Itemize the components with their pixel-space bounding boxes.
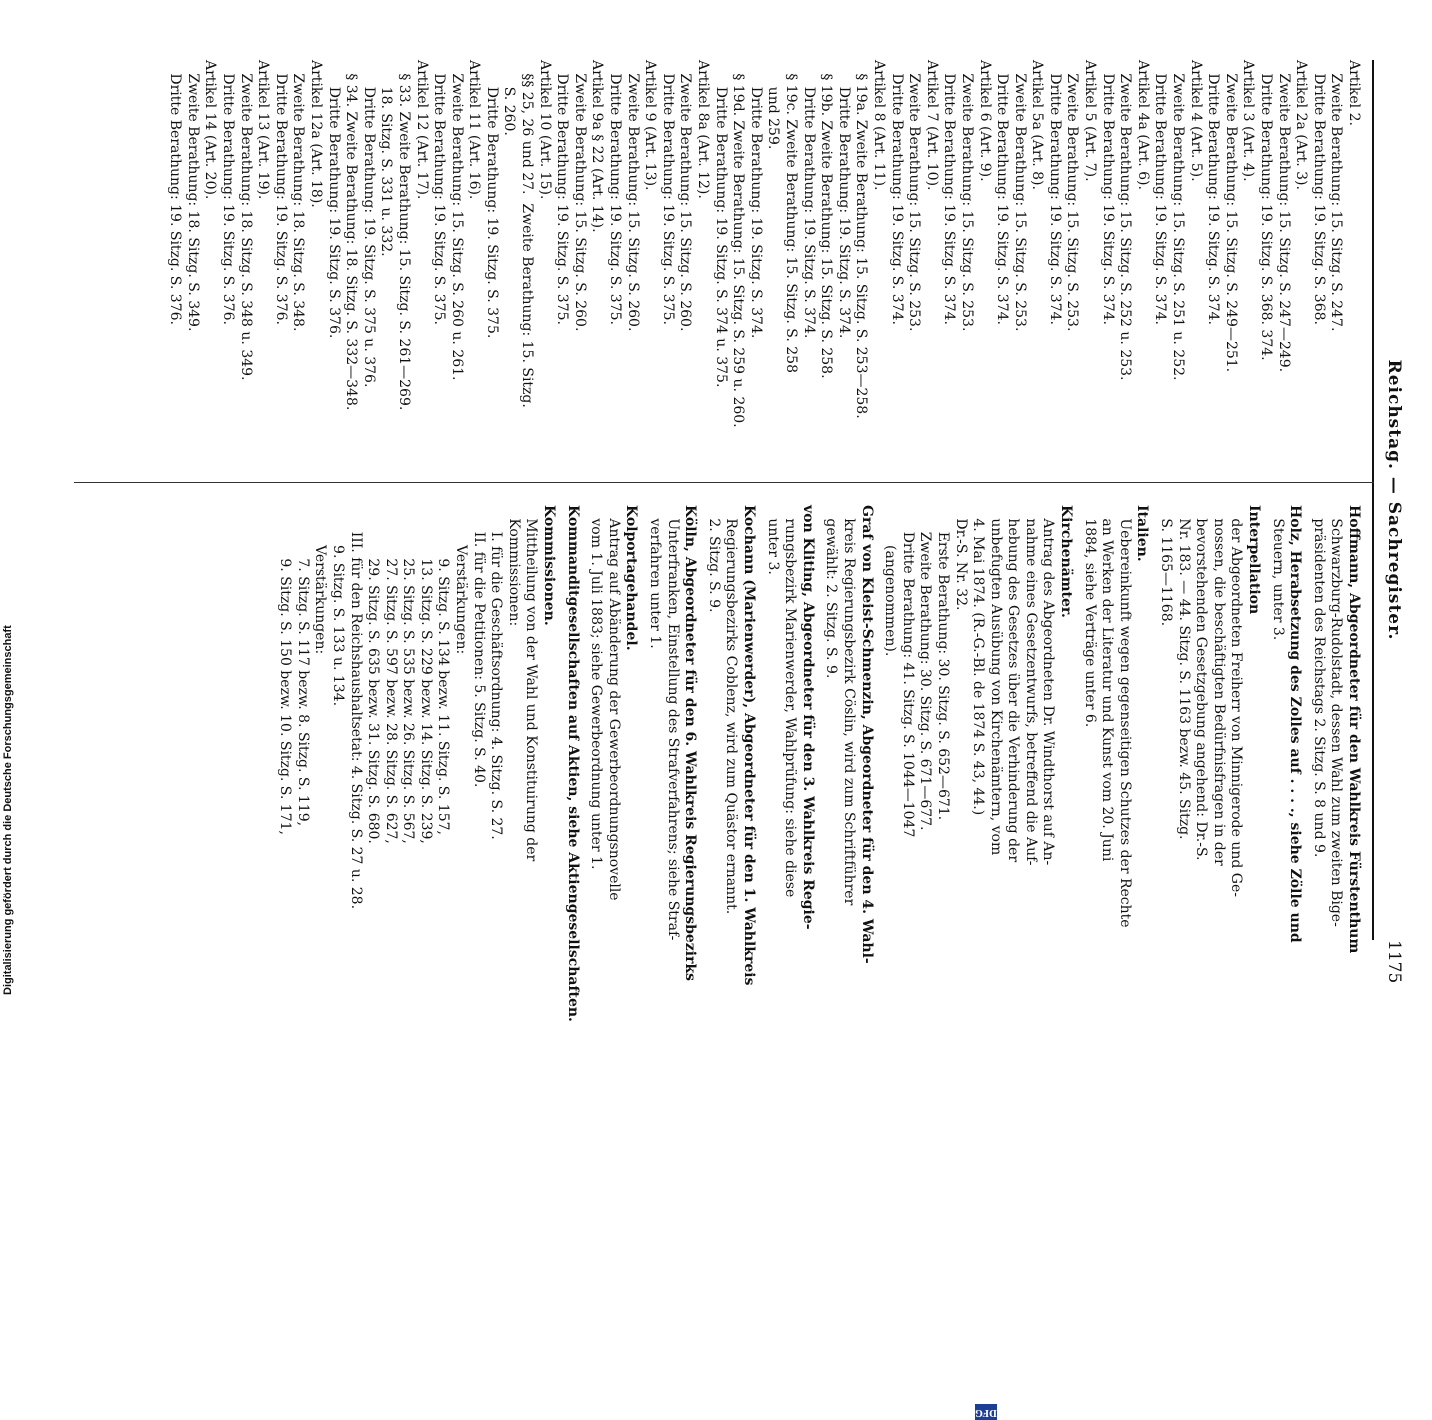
text-line: Artikel 4a (Art. 6). xyxy=(1134,60,1151,190)
text-line: Dritte Berathung: 19. Sitzg. S. 376. xyxy=(325,60,342,339)
text-line: Artikel 9 (Art. 13). xyxy=(642,60,659,191)
text-line: Dritte Berathung: 19. Sitzg. S. 374. xyxy=(1152,60,1169,325)
text-line: und 259. xyxy=(765,60,782,150)
text-line: 7. Sitzg. S. 117 bezw. 8. Sitzg. S. 119, xyxy=(294,505,311,827)
text-line xyxy=(581,505,587,945)
text-line: I. für die Geschäftsordnung: 4. Sitzg. S. 27. xyxy=(488,505,505,840)
text-line: Zweite Berathung: 15. Sitzg. S. 253. xyxy=(1064,60,1081,332)
text-line: Dritte Berathung: 19. Sitzg. S. 374. xyxy=(800,60,817,339)
text-line: Dr.-S. Nr. 32. xyxy=(952,505,969,611)
text-line: Antrag des Abgeordneten Dr. Windthorst auf An- xyxy=(1040,505,1057,866)
text-line: Dritte Berathung: 19. Sitzg. S. 374. xyxy=(1046,60,1063,325)
text-line: Italien. xyxy=(1134,505,1151,562)
page-title: Reichstag. — Sachregister. xyxy=(1384,359,1404,641)
text-line: 18. Sitzg. S. 331 u. 332. xyxy=(378,60,395,257)
text-line: § 19c. Zweite Berathung: 15. Sitzg. S. 258 xyxy=(783,60,799,373)
text-line: Dritte Berathung: 19. Sitzg. S. 374 u. 375. xyxy=(712,60,729,388)
text-line: Dritte Berathung: 19. Sitzg. S. 374. xyxy=(835,60,852,339)
text-line: Kirchenämter. xyxy=(1058,505,1075,618)
text-line: Artikel 2a (Art. 3). xyxy=(1293,60,1310,190)
text-line: 27. Sitzg. S. 597 bezw. 28. Sitzg. S. 627, xyxy=(382,505,399,844)
text-line: Dritte Berathung: 19. Sitzg. S. 368. xyxy=(1310,60,1327,325)
text-line: Artikel 2. xyxy=(1346,60,1362,126)
text-line: Artikel 4 (Art. 5). xyxy=(1187,60,1204,182)
text-line: S. 260. xyxy=(501,60,518,136)
text-line: 29. Sitzg. S. 635 bezw. 31. Sitzg. S. 680. xyxy=(365,505,382,844)
text-line: (angenommen). xyxy=(882,505,899,657)
text-line: § 19b. Zweite Berathung: 15. Sitzg. S. 258. xyxy=(818,60,835,379)
text-line: II. für die Petitionen: 5. Sitzg. S. 40. xyxy=(470,505,487,788)
page-number: 1175 xyxy=(1384,940,1404,984)
text-line: Erste Berathung: 30. Sitzg. S. 652—671. xyxy=(934,505,951,821)
text-line: Dritte Berathung: 19. Sitzg. S. 374. xyxy=(1099,60,1116,325)
text-line: Kölln, Abgeordneter für den 6. Wahlkreis Regierungsbezirks xyxy=(682,505,699,982)
text-line: verfahren unter 1. xyxy=(647,505,664,649)
text-line: der Abgeordneten Freiherr von Minnigerode und Ge- xyxy=(1228,505,1245,897)
text-line: § 19d. Zweite Berathung: 15. Sitzg. S. 259 u. 260. xyxy=(730,60,747,428)
text-line: Dritte Berathung: 19. Sitzg. S. 374. xyxy=(1205,60,1222,325)
text-line: Schwarzburg-Rudolstadt, dessen Wahl zum zweiten Bige- xyxy=(1328,505,1345,927)
text-line: Zweite Berathung: 15. Sitzg. S. 260. xyxy=(571,60,588,332)
text-line: Artikel 7 (Art. 10). xyxy=(923,60,940,191)
text-line: §§ 25, 26 und 27. Zweite Berathung: 15. Sitzg. xyxy=(519,60,536,408)
text-line: Artikel 8 (Art. 11). xyxy=(870,60,887,191)
text-line: an Werken der Literatur und Kunst vom 20. Juni xyxy=(1099,505,1116,862)
text-line: Dritte Berathung: 19. Sitzg. S. 375. xyxy=(659,60,676,325)
text-line: Dritte Berathung: 19. Sitzg. S. 375. xyxy=(431,60,448,325)
text-line: nahme eines Gesetzentwurfs, betreffend die Auf- xyxy=(1022,505,1039,866)
text-line: Dritte Berathung: 19. Sitzg. S. 375. xyxy=(554,60,571,325)
text-line: Kommissionen. xyxy=(541,505,558,626)
text-line: Interpellation xyxy=(1246,505,1263,615)
text-line: Artikel 12 (Art. 17). xyxy=(413,60,430,200)
text-line: rungsbezirk Marienwerder, Wahlprüfung: siehe diese xyxy=(782,505,799,898)
text-line: gewählt: 2. Sitzg. S. 9. xyxy=(823,505,840,679)
text-line: Dritte Berathung: 19. Sitzg. S. 376. xyxy=(272,60,289,325)
text-line: 25. Sitzg. S. 535 bezw. 26. Sitzg. S. 567, xyxy=(400,505,417,844)
text-line: Zweite Berathung: 15. Sitzg. S. 253. xyxy=(958,60,975,332)
text-line: Zweite Berathung: 15. Sitzg. S. 253. xyxy=(1011,60,1028,332)
right-column xyxy=(276,505,1362,1022)
header-rule xyxy=(1372,60,1374,940)
text-line: kreis Regierungsbezirk Cöslin, wird zum Schriftführer xyxy=(840,505,857,906)
text-line: Zweite Berathung: 15. Sitzg. S. 249—251. xyxy=(1222,60,1239,373)
text-line: 9. Sitzg. S. 134 bezw. 11. Sitzg. S. 157, xyxy=(435,505,452,835)
text-line: Antrag auf Abänderung der Gewerbeordnungsnovelle xyxy=(605,505,622,901)
text-line: 2. Sitzg. S. 9. xyxy=(705,505,722,613)
column-divider xyxy=(74,482,1374,483)
text-line: Dritte Berathung: 19. Sitzg. S. 375. xyxy=(483,60,500,339)
text-line: Regierungsbezirks Coblenz, wird zum Quästor ernannt. xyxy=(723,505,740,915)
text-line: Artikel 9a § 22 (Art. 14). xyxy=(589,60,606,233)
text-line: Artikel 12a (Art. 18). xyxy=(307,60,324,208)
text-line: Dritte Berathung: 19. Sitzg. S. 376. xyxy=(220,60,236,325)
text-line: Unterfranken, Einstellung des Strafverfahrens; siehe Straf- xyxy=(664,505,681,941)
text-line xyxy=(816,505,822,945)
text-line: Dritte Berathung: 19. Sitzg. S. 374. xyxy=(888,60,905,325)
text-line: Artikel 3 (Art. 4). xyxy=(1240,60,1257,182)
text-line: Uebereinkunft wegen gegenseitigen Schutzes der Rechte xyxy=(1116,505,1133,928)
text-line: S. 1165—1168. xyxy=(1158,505,1175,627)
text-line: Dritte Berathung: 19. Sitzg. S. 374. xyxy=(747,60,764,339)
text-line: Kommissionen: xyxy=(505,505,522,627)
text-line: Zweite Berathung: 18. Sitzg. S. 348. xyxy=(290,60,307,332)
text-line: Kolportagehandel. xyxy=(623,505,640,651)
text-line: nossen, die beschäftigten Bedürfnisfragen in der xyxy=(1210,505,1227,866)
text-line: Verstärkungen: xyxy=(453,505,470,655)
text-line: Zweite Berathung: 15. Sitzg. S. 247—249. xyxy=(1275,60,1292,373)
text-line: Dritte Berathung: 19. Sitzg. S. 375 u. 376. xyxy=(360,60,377,388)
text-line: § 34. Zweite Berathung: 18. Sitzg. S. 332—348. xyxy=(343,60,360,411)
text-line: Hoffmann, Abgeordneter für den Wahlkreis Fürstenthum xyxy=(1346,505,1362,954)
text-line: von Kliting, Abgeordneter für den 3. Wahlkreis Regie- xyxy=(799,505,816,930)
text-line: Dritte Berathung: 19. Sitzg. S. 376. xyxy=(167,60,184,325)
text-line: Zweite Berathung: 30. Sitzg. S. 671—677. xyxy=(917,505,934,831)
text-line: Graf von Kleist-Schmenzin, Abgeordneter für den 4. Wahl- xyxy=(858,505,875,964)
text-line: Dritte Berathung: 19. Sitzg. S. 368. 374. xyxy=(1258,60,1275,361)
text-line: Kochann (Marienwerder), Abgeordneter für den 1. Wahlkreis xyxy=(741,505,757,986)
text-line: vom 1. Juli 1883; siehe Gewerbeordnung unter 1. xyxy=(588,505,605,870)
text-line xyxy=(875,505,881,945)
text-line: Holz, Herabsetzung des Zolles auf . . . ., siehe Zölle und xyxy=(1287,505,1304,943)
credit-vertical xyxy=(2,5,16,995)
text-line: Zweite Berathung: 15. Sitzg. S. 253. xyxy=(906,60,923,332)
text-line: Zweite Berathung: 15. Sitzg. S. 251 u. 252. xyxy=(1170,60,1187,381)
text-line: unbefugten Ausübung von Kirchenämtern, vom xyxy=(987,505,1004,856)
text-line: Artikel 5a (Art. 8). xyxy=(1029,60,1046,190)
text-line: Artikel 11 (Art. 16). xyxy=(466,60,483,200)
text-line: Verstärkungen: xyxy=(312,505,329,655)
text-line: Nr. 183. — 44. Sitzg. S. 1163 bezw. 45. Sitzg. xyxy=(1175,505,1192,840)
text-line: § 33. Zweite Berathung: 15. Sitzg. S. 261—269. xyxy=(395,60,412,411)
text-line: Artikel 10 (Art. 15). xyxy=(536,60,553,200)
text-line: Dritte Berathung: 19. Sitzg. S. 374. xyxy=(941,60,958,325)
left-column xyxy=(166,60,1362,460)
text-line: Zweite Berathung: 15. Sitzg. S. 247. xyxy=(1328,60,1345,332)
text-line: Zweite Berathung: 15. Sitzg. S. 260. xyxy=(677,60,694,332)
text-line: Zweite Berathung: 15. Sitzg. S. 252 u. 253. xyxy=(1117,60,1134,381)
text-line: 9. Sitzg. S. 133 u. 134. xyxy=(329,505,346,707)
text-line: Artikel 13 (Art. 19). xyxy=(255,60,272,200)
dfg-logo-icon: DFG xyxy=(975,1404,997,1420)
text-line: Zweite Berathung: 18. Sitzg. S. 348 u. 349. xyxy=(237,60,254,381)
text-line: Artikel 8a (Art. 12). xyxy=(695,60,712,199)
text-line: § 19a. Zweite Berathung: 15. Sitzg. S. 253—258. xyxy=(853,60,870,419)
text-line: Artikel 14 (Art. 20). xyxy=(202,60,219,200)
text-line: präsidenten des Reichstags 2. Sitzg. S. 8 und 9. xyxy=(1310,505,1327,858)
text-line: Steuern, unter 3. xyxy=(1269,505,1286,641)
text-line: 4. Mai 1874. (R.-G.-Bl. de 1874 S. 43, 44.) xyxy=(970,505,987,816)
text-line: Zweite Berathung: 15. Sitzg. S. 260. xyxy=(624,60,641,332)
text-line: Artikel 5 (Art. 7). xyxy=(1082,60,1099,182)
text-line: III. für den Reichshaushaltsetat: 4. Sitzg. S. 27 u. 28. xyxy=(347,505,364,910)
text-line: 13. Sitzg. S. 229 bezw. 14. Sitzg. S. 239, xyxy=(417,505,434,844)
text-line: unter 3. xyxy=(764,505,781,575)
text-line: Zweite Berathung: 18. Sitzg. S. 349. xyxy=(184,60,201,332)
text-line: Artikel 6 (Art. 9). xyxy=(976,60,993,182)
text-line: 9. Sitzg. S. 150 bezw. 10. Sitzg. S. 171, xyxy=(277,505,294,835)
text-line: Dritte Berathung: 19. Sitzg. S. 375. xyxy=(607,60,624,325)
text-line: Dritte Berathung: 41. Sitzg. S. 1044—1047 xyxy=(899,505,916,838)
text-line: Mittheilung von der Wahl und Konstituirung der xyxy=(523,505,540,862)
text-line: Zweite Berathung: 15. Sitzg. S. 260 u. 261. xyxy=(448,60,465,381)
text-line: Dritte Berathung: 19. Sitzg. S. 374. xyxy=(994,60,1011,325)
text-line: bevorstehenden Gesetzgebung angehend: Dr.-S. xyxy=(1193,505,1210,861)
text-line: Kommanditgesellschaften auf Aktien, siehe Aktiengesellschaften. xyxy=(564,505,581,1022)
credit-vertical-text: Digitalisierung gefördert durch die Deutsche Forschungsgemeinschaft xyxy=(2,625,14,995)
text-line: 1884, siehe Verträge unter 6. xyxy=(1081,505,1098,728)
text-line: hebung des Gesetzes über die Verhinderung der xyxy=(1005,505,1022,863)
